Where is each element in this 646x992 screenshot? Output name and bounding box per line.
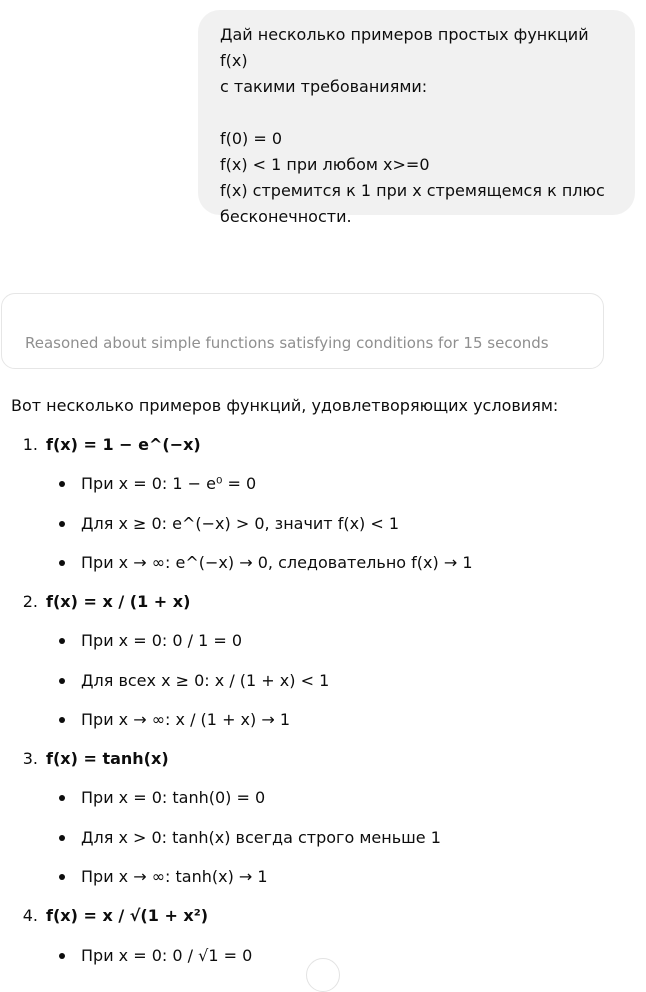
bullet-text: При x → ∞: tanh(x) → 1 (81, 867, 268, 886)
bullet-dot-icon (59, 481, 65, 487)
reasoning-summary-panel[interactable] (1, 293, 604, 369)
list-bullet (59, 669, 329, 693)
bullet-text: Для всех x ≥ 0: x / (1 + x) < 1 (81, 671, 330, 690)
reasoning-summary-text[interactable]: Reasoned about simple functions satisfying conditions for 15 seconds (25, 334, 549, 352)
list-item-number: 2. (22, 592, 38, 611)
bullet-text: Для x > 0: tanh(x) всегда строго меньше 1 (81, 828, 441, 847)
list-bullet (59, 629, 242, 653)
list-bullet (59, 865, 268, 889)
bullet-dot-icon (59, 560, 65, 566)
list-bullet (59, 944, 252, 968)
list-bullet (59, 551, 473, 575)
bullet-dot-icon (59, 953, 65, 959)
list-item-heading (11, 590, 190, 614)
bullet-text: При x → ∞: x / (1 + x) → 1 (81, 710, 291, 729)
list-bullet (59, 708, 290, 732)
bullet-text: При x = 0: 1 − e⁰ = 0 (81, 474, 257, 493)
list-item-title: f(x) = x / √(1 + x²) (46, 906, 209, 925)
list-item-title: f(x) = 1 − e^(−x) (46, 435, 201, 454)
bullet-dot-icon (59, 874, 65, 880)
user-message-line: Дай несколько примеров простых функций f(x) (220, 25, 589, 70)
bullet-dot-icon (59, 835, 65, 841)
list-item-heading (11, 904, 208, 928)
bullet-dot-icon (59, 795, 65, 801)
bullet-dot-icon (59, 678, 65, 684)
bullet-dot-icon (59, 638, 65, 644)
user-message-line: f(x) < 1 при любом x>=0 (220, 155, 430, 174)
bullet-dot-icon (59, 521, 65, 527)
list-bullet (59, 826, 441, 850)
list-item-title: f(x) = tanh(x) (46, 749, 169, 768)
list-item-heading (11, 747, 169, 771)
bullet-text: При x = 0: 0 / √1 = 0 (81, 946, 253, 965)
bullet-text: При x → ∞: e^(−x) → 0, следовательно f(x) → 1 (81, 553, 473, 572)
user-message-line: с такими требованиями: (220, 77, 428, 96)
user-message-bubble (198, 10, 635, 226)
list-bullet (59, 472, 256, 496)
list-item-number: 3. (22, 749, 38, 768)
user-message-blank-line (220, 100, 613, 126)
list-item-title: f(x) = x / (1 + x) (46, 592, 191, 611)
bullet-text: При x = 0: tanh(0) = 0 (81, 788, 266, 807)
bullet-dot-icon (59, 717, 65, 723)
user-message-line: f(x) стремится к 1 при x стремящемся к плюс (220, 181, 605, 200)
answer-intro: Вот несколько примеров функций, удовлетворяющих условиям: (11, 396, 559, 415)
list-bullet (59, 512, 399, 536)
bullet-text: При x = 0: 0 / 1 = 0 (81, 631, 243, 650)
list-bullet (59, 786, 265, 810)
bullet-text: Для x ≥ 0: e^(−x) > 0, значит f(x) < 1 (81, 514, 400, 533)
user-message-line: f(0) = 0 (220, 129, 283, 148)
list-item-number: 4. (22, 906, 38, 925)
list-item-number: 1. (22, 435, 38, 454)
list-item-heading (11, 433, 201, 457)
scroll-to-bottom-button[interactable] (306, 958, 340, 992)
user-message-line: бесконечности. (220, 207, 352, 226)
